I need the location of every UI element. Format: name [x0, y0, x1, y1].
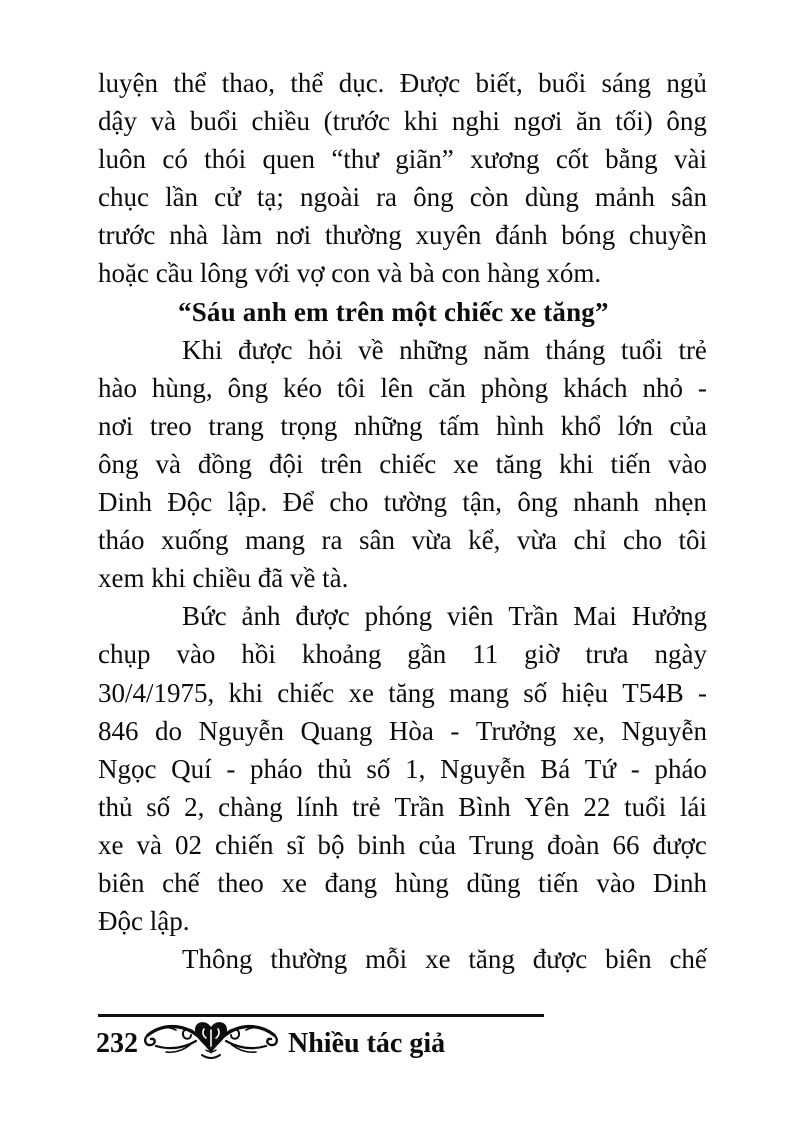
text-line: hào hùng, ông kéo tôi lên căn phòng khách nhỏ - [98, 372, 707, 403]
section-heading: “Sáu anh em trên một chiếc xe tăng” [178, 296, 609, 327]
text-line: chụp vào hồi khoảng gần 11 giờ trưa ngày [98, 639, 707, 670]
text-line: hoặc cầu lông với vợ con và bà con hàng xóm. [98, 258, 602, 289]
author-label: Nhiều tác giả [288, 1028, 446, 1059]
text-line: xe và 02 chiến sĩ bộ binh của Trung đoàn 66 được [98, 829, 707, 860]
text-line: nơi treo trang trọng những tấm hình khổ lớn của [98, 410, 707, 441]
footer-divider-rule [98, 1014, 544, 1017]
text-line: ông và đồng đội trên chiếc xe tăng khi tiến vào [98, 448, 707, 479]
body-text-block [98, 64, 707, 978]
text-line: biên chế theo xe đang hùng dũng tiến vào Dinh [98, 867, 707, 898]
text-line: tháo xuống mang ra sân vừa kể, vừa chỉ cho tôi [98, 525, 707, 556]
text-line: 846 do Nguyễn Quang Hòa - Trưởng xe, Nguyễn [98, 715, 707, 746]
text-line: luyện thể thao, thể dục. Được biết, buổi sáng ngủ [98, 68, 707, 98]
text-line: chục lần cử tạ; ngoài ra ông còn dùng mảnh sân [98, 182, 707, 213]
text-line: Thông thường mỗi xe tăng được biên chế [182, 944, 707, 975]
text-line: thủ số 2, chàng lính trẻ Trần Bình Yên 22 tuổi lái [98, 791, 707, 822]
text-line: trước nhà làm nơi thường xuyên đánh bóng chuyền [98, 220, 707, 251]
text-line: Khi được hỏi về những năm tháng tuổi trẻ [182, 334, 707, 365]
page-footer [96, 1022, 445, 1066]
text-line: Ngọc Quí - pháo thủ số 1, Nguyễn Bá Tứ - pháo [98, 753, 707, 784]
text-line: Bức ảnh được phóng viên Trần Mai Hưởng [182, 601, 707, 632]
text-line: 30/4/1975, khi chiếc xe tăng mang số hiệu T54B - [98, 677, 707, 708]
text-line: xem khi chiều đã về tà. [98, 563, 349, 594]
text-line: Độc lập. [98, 906, 190, 937]
text-line: luôn có thói quen “thư giãn” xương cốt bằng vài [98, 144, 707, 175]
text-line: dậy và buổi chiều (trước khi nghi ngơi ăn tối) ông [98, 106, 707, 137]
text-line: Dinh Độc lập. Để cho tường tận, ông nhanh nhẹn [98, 487, 707, 518]
floral-flourish-icon [140, 1018, 282, 1070]
page-number: 232 [96, 1028, 138, 1059]
